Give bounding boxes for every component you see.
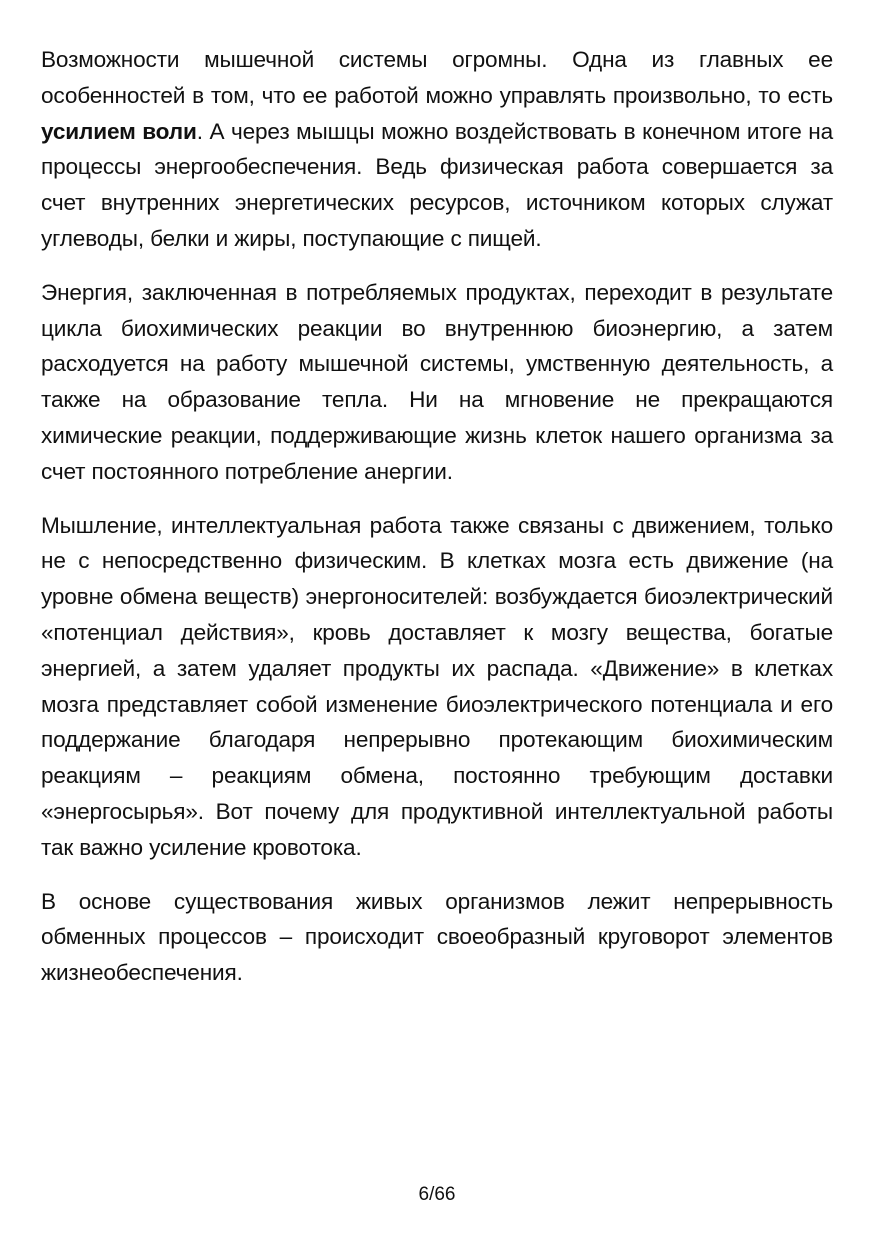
bold-phrase-willpower: усилием воли (41, 118, 197, 144)
paragraph-energy: Энергия, заключенная в потребляемых продуктах, переходит в результате цикла биохимических реакции во внутреннюю биоэнергию, а затем расходуется на работу мышечной системы, умственную деятельность, а также на образование тепла. Ни на мгновение не прекращаются химические реакции, поддерживающие жизнь клеток нашего организма за счет постоянного потребление анергии. (41, 279, 833, 484)
page-number: 6/66 (418, 1184, 456, 1205)
paragraph-1-text-start: Возможности мышечной системы огромны. Одна из главных ее особенностей в том, что ее работой можно управлять произвольно, то есть (41, 47, 833, 108)
paragraph-muscle-system (41, 42, 833, 257)
paragraph-thinking: Мышление, интеллектуальная работа также связаны с движением, только не с непосредственно физическим. В клетках мозга есть движение (на уровне обмена веществ) энергоносителей: возбуждается биоэлектрический «потенциал действия», кровь доставляет к мозгу вещества, богатые энергией, а затем удаляет продукты их распада. «Движение» в клетках мозга представляет собой изменение биоэлектрического потенциала и его поддержание благодаря непрерывно протекающим биохимическим реакциям – реакциям обмена, постоянно требующим доставки «энергосырья». Вот почему для продуктивной интеллектуальной работы так важно усиление кровотока. (41, 512, 833, 860)
paragraph-metabolism: В основе существования живых организмов лежит непрерывность обменных процессов – происходит своеобразный круговорот элементов жизнеобеспечения. (41, 888, 833, 986)
paragraph-1-text-end: . А через мышцы можно воздействовать в конечном итоге на процессы энергообеспечения. Ведь физическая работа совершается за счет внутренних энергетических ресурсов, источником которых служат углеводы, белки и жиры, поступающие с пищей. (41, 118, 834, 251)
document-page (41, 42, 833, 991)
